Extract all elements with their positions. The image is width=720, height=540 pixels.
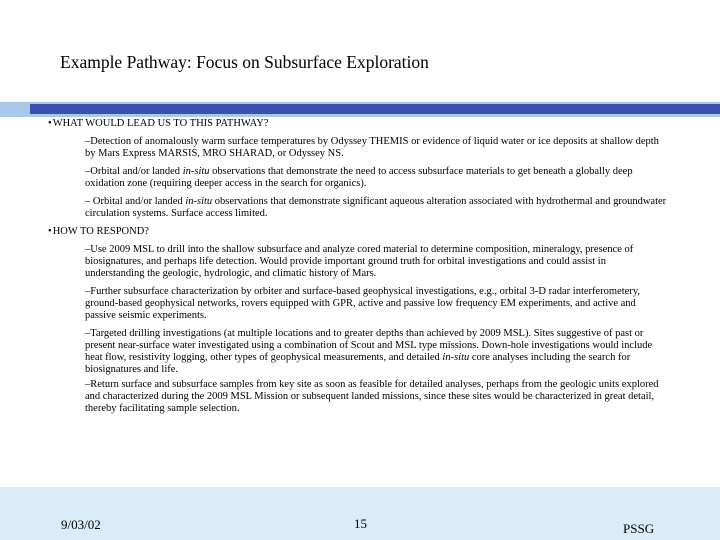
- bullet-marker: •: [48, 118, 52, 129]
- list-item: –Return surface and subsurface samples from key site as soon as feasible for detailed analyses, perhaps from the geologic units explored and characterized during the 2009 MSL Mission or subsequent landed missions, since these sites would be characterized in great detail, thereby facilitating sample selection.: [85, 379, 659, 414]
- slide-footer: [0, 487, 720, 540]
- slide-body: [48, 118, 668, 421]
- list-item: – Orbital and/or landed in-situ observations that demonstrate significant aqueous alteration associated with hydrothermal and groundwater circulation systems. Surface access limited.: [85, 196, 667, 219]
- section-heading-what: [48, 118, 668, 130]
- footer-date: 9/03/02: [61, 517, 101, 532]
- list-item: –Detection of anomalously warm surface temperatures by Odyssey THEMIS or evidence of liquid water or ice deposits at shallow depth by Mars Express MARSIS, MRO SHARAD, or Odyssey NS.: [85, 136, 659, 159]
- section-heading-text: HOW TO RESPOND?: [52, 226, 149, 237]
- footer-organization: PSSG: [623, 521, 655, 536]
- bullet-marker: •: [48, 226, 52, 237]
- header-divider-bar: [0, 102, 720, 117]
- list-item: –Targeted drilling investigations (at multiple locations and to greater depths than achieved by 2009 MSL). Sites suggestive of past or present near-surface water investigated using a combination of Scout and MSL type missions. Down-hole investigations would include heat flow, resistivity logging, other types of geophysical measurements, and detailed in-situ core analyses including the search for biosignatures and life.: [85, 328, 653, 375]
- slide-title: Example Pathway: Focus on Subsurface Exploration: [60, 52, 429, 72]
- list-item: –Orbital and/or landed in-situ observations that demonstrate the need to access subsurface materials to get beneath a globally deep oxidation zone (requiring deeper access in the search for organics).: [85, 166, 633, 189]
- list-item: –Use 2009 MSL to drill into the shallow subsurface and analyze cored material to determine composition, mineralogy, presence of biosignatures, and perhaps life detection. Would provide important ground truth for orbital investigations and could assist in understanding the geologic, hydrologic, and climatic history of Mars.: [85, 244, 634, 279]
- section-heading-how: [48, 226, 668, 238]
- list-item: –Further subsurface characterization by orbiter and surface-based geophysical investigations, e.g., orbital 3-D radar interferometery, ground-based geophysical networks, rovers equipped with GPR, active and passive low frequency EM experiments, and active and passive seismic experiments.: [85, 286, 641, 321]
- divider-dark-band: [30, 104, 720, 114]
- section-heading-text: WHAT WOULD LEAD US TO THIS PATHWAY?: [52, 118, 269, 129]
- page-number: 15: [354, 516, 367, 531]
